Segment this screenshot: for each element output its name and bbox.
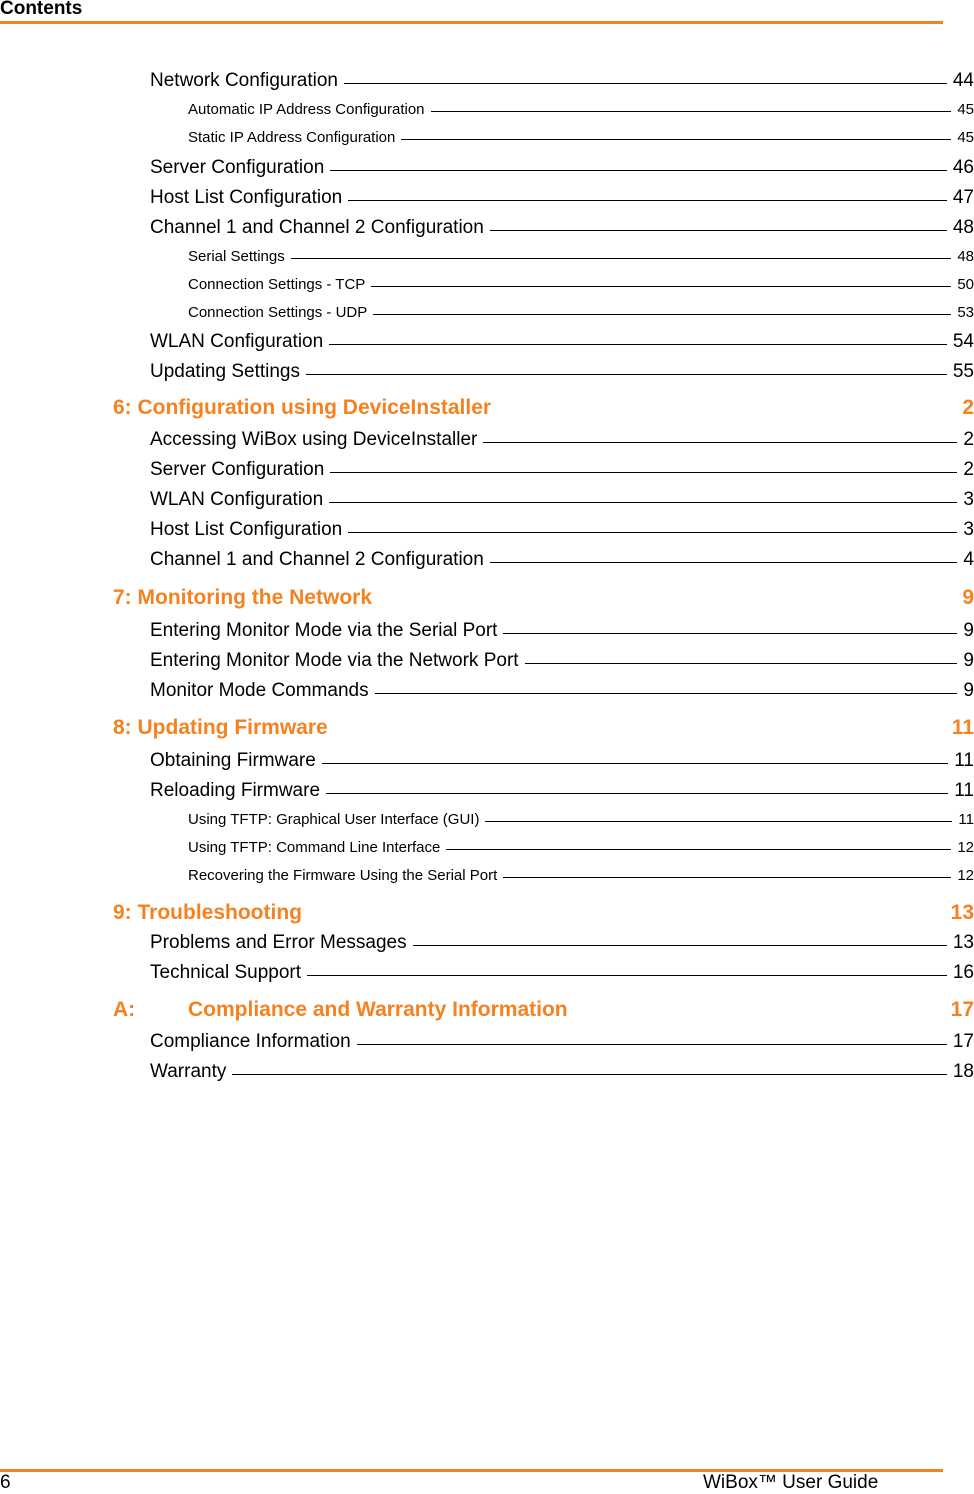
toc-entry-title: Connection Settings - UDP — [188, 304, 368, 321]
toc-entry[interactable] — [188, 304, 974, 321]
leader-line — [413, 945, 947, 946]
leader-line — [330, 472, 957, 473]
toc-entry-page: 48 — [957, 248, 974, 265]
leader-line — [348, 532, 957, 533]
toc-chapter-heading — [113, 998, 568, 1022]
toc-chapter[interactable] — [113, 716, 974, 740]
toc-chapter-page: 2 — [962, 396, 974, 419]
toc-entry[interactable] — [150, 932, 974, 954]
toc-entry-title: Static IP Address Configuration — [188, 129, 396, 146]
leader-line — [490, 230, 947, 231]
toc-entry-page: 55 — [952, 361, 974, 382]
toc-entry-title: Accessing WiBox using DeviceInstaller — [150, 429, 478, 450]
leader-line — [446, 849, 951, 850]
toc-entry-page: 13 — [952, 932, 974, 953]
toc-entry[interactable] — [150, 549, 974, 571]
leader-line — [483, 442, 957, 443]
toc-entry[interactable] — [150, 1031, 974, 1053]
toc-chapter-title: Compliance and Warranty Information — [188, 998, 568, 1021]
toc-entry-title: Serial Settings — [188, 248, 285, 265]
toc-entry-page: 11 — [954, 750, 974, 771]
toc-entry[interactable] — [188, 839, 974, 856]
toc-entry[interactable] — [188, 867, 974, 884]
leader-line — [525, 663, 958, 664]
toc-chapter-page: 9 — [962, 586, 974, 609]
leader-line — [291, 258, 952, 259]
toc-entry-page: 47 — [952, 187, 974, 208]
leader-line — [357, 1044, 947, 1045]
toc-entry-title: Entering Monitor Mode via the Network Port — [150, 650, 519, 671]
leader-line — [371, 286, 951, 287]
toc-chapter[interactable] — [113, 901, 974, 925]
toc-entry-title: Problems and Error Messages — [150, 932, 407, 953]
leader-line — [329, 344, 947, 345]
toc-entry-title: Compliance Information — [150, 1031, 351, 1052]
toc-entry-page: 9 — [963, 620, 974, 641]
toc-entry-title: Recovering the Firmware Using the Serial Port — [188, 867, 498, 884]
toc-entry-page: 48 — [952, 217, 974, 238]
toc-entry-page: 11 — [958, 811, 974, 828]
toc-entry[interactable] — [150, 331, 974, 353]
toc-entry[interactable] — [188, 811, 974, 828]
toc-entry-title: WLAN Configuration — [150, 331, 324, 352]
header-rule — [0, 21, 943, 24]
toc-entry-page: 12 — [957, 839, 974, 856]
leader-line — [232, 1074, 946, 1075]
toc-entry-page: 16 — [952, 962, 974, 983]
toc-entry-page: 50 — [957, 276, 974, 293]
leader-line — [401, 139, 951, 140]
toc-chapter-title: 8: Updating Firmware — [113, 716, 328, 739]
toc-entry[interactable] — [150, 429, 974, 451]
footer-page-number: 6 — [0, 1472, 11, 1493]
leader-line — [373, 314, 951, 315]
toc-entry-page: 17 — [952, 1031, 974, 1052]
toc-entry-page: 54 — [952, 331, 974, 352]
toc-entry-title: Technical Support — [150, 962, 302, 983]
toc-entry[interactable] — [150, 780, 974, 802]
leader-line — [344, 83, 947, 84]
toc-entry[interactable] — [150, 519, 974, 541]
toc-entry[interactable] — [150, 1061, 974, 1083]
toc-entry-page: 45 — [957, 129, 974, 146]
leader-line — [503, 633, 957, 634]
leader-line — [348, 200, 947, 201]
toc-chapter[interactable] — [113, 586, 974, 610]
leader-line — [485, 821, 952, 822]
toc-entry[interactable] — [150, 750, 974, 772]
leader-line — [322, 763, 948, 764]
toc-entry[interactable] — [150, 361, 974, 383]
leader-line — [503, 877, 951, 878]
toc-entry[interactable] — [150, 962, 974, 984]
toc-chapter-number: A: — [113, 998, 136, 1021]
leader-line — [490, 562, 958, 563]
leader-line — [306, 374, 947, 375]
toc-entry-title: Host List Configuration — [150, 187, 343, 208]
toc-entry-page: 53 — [957, 304, 974, 321]
toc-chapter-title: 9: Troubleshooting — [113, 901, 302, 924]
toc-entry-title: Host List Configuration — [150, 519, 343, 540]
toc-entry-page: 44 — [952, 70, 974, 91]
toc-chapter-page: 13 — [950, 901, 974, 924]
toc-entry[interactable] — [150, 489, 974, 511]
toc-entry-page: 3 — [963, 489, 974, 510]
toc-entry-title: WLAN Configuration — [150, 489, 324, 510]
toc-entry-page: 2 — [963, 459, 974, 480]
header-title: Contents — [0, 0, 83, 19]
toc-entry-title: Server Configuration — [150, 459, 325, 480]
toc-entry-title: Obtaining Firmware — [150, 750, 316, 771]
toc-entry-page: 9 — [963, 650, 974, 671]
toc-chapter-page: 11 — [951, 716, 974, 739]
leader-line — [307, 975, 947, 976]
toc-entry-page: 45 — [957, 101, 974, 118]
toc-entry[interactable] — [150, 157, 974, 179]
toc-chapter[interactable] — [113, 396, 974, 420]
toc-entry-page: 18 — [952, 1061, 974, 1082]
toc-entry[interactable] — [150, 217, 974, 239]
toc-entry-title: Monitor Mode Commands — [150, 680, 369, 701]
toc-entry-title: Connection Settings - TCP — [188, 276, 366, 293]
toc-entry-page: 9 — [963, 680, 974, 701]
leader-line — [375, 693, 958, 694]
toc-entry[interactable] — [150, 187, 974, 209]
toc-entry-title: Using TFTP: Command Line Interface — [188, 839, 441, 856]
toc-entry-title: Channel 1 and Channel 2 Configuration — [150, 549, 484, 570]
toc-entry-title: Network Configuration — [150, 70, 338, 91]
toc-entry-page: 12 — [957, 867, 974, 884]
toc-entry[interactable] — [150, 620, 974, 642]
toc-entry[interactable] — [188, 129, 974, 146]
toc-entry[interactable] — [150, 650, 974, 672]
toc-entry-page: 2 — [963, 429, 974, 450]
leader-line — [326, 793, 948, 794]
toc-chapter-title: 6: Configuration using DeviceInstaller — [113, 396, 492, 419]
toc-entry-page: 3 — [963, 519, 974, 540]
toc-entry[interactable] — [150, 459, 974, 481]
toc-chapter[interactable] — [113, 998, 974, 1022]
toc-entry-title: Warranty — [150, 1061, 227, 1082]
leader-line — [330, 170, 947, 171]
toc-entry[interactable] — [188, 248, 974, 265]
toc-entry[interactable] — [188, 276, 974, 293]
leader-line — [329, 502, 957, 503]
toc-entry-page: 4 — [963, 549, 974, 570]
toc-entry-title: Updating Settings — [150, 361, 300, 382]
toc-entry-title: Automatic IP Address Configuration — [188, 101, 425, 118]
toc-entry-title: Using TFTP: Graphical User Interface (GUI) — [188, 811, 480, 828]
toc-entry[interactable] — [188, 101, 974, 118]
toc-entry[interactable] — [150, 680, 974, 702]
toc-entry-title: Reloading Firmware — [150, 780, 321, 801]
footer-doc-title: WiBox™ User Guide — [703, 1472, 879, 1493]
toc-entry-title: Channel 1 and Channel 2 Configuration — [150, 217, 484, 238]
toc-entry[interactable] — [150, 70, 974, 92]
toc-chapter-title: 7: Monitoring the Network — [113, 586, 372, 609]
toc-entry-page: 46 — [952, 157, 974, 178]
toc-entry-title: Server Configuration — [150, 157, 325, 178]
leader-line — [431, 111, 952, 112]
toc-entry-title: Entering Monitor Mode via the Serial Port — [150, 620, 498, 641]
toc-chapter-page: 17 — [950, 998, 974, 1021]
toc-entry-page: 11 — [954, 780, 974, 801]
